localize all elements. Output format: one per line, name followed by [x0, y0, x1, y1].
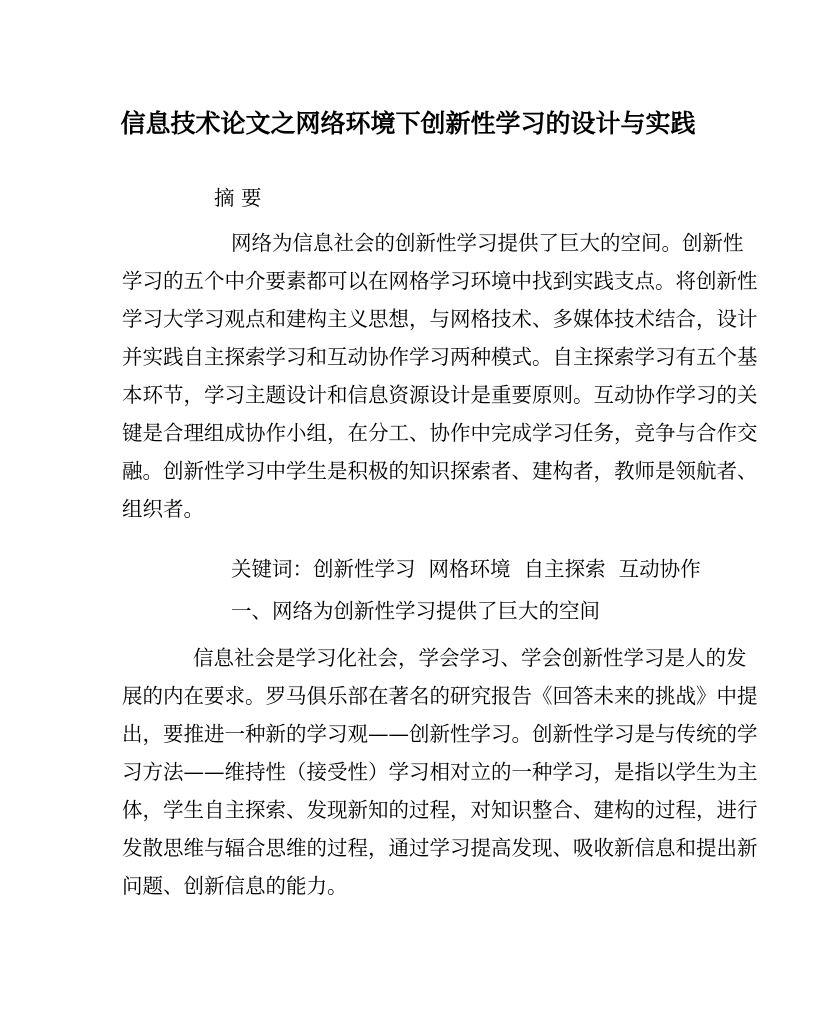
section-line: 问题、创新信息的能力。	[122, 874, 348, 898]
section-heading: 一、网络为创新性学习提供了巨大的空间	[231, 599, 600, 623]
document-title: 信息技术论文之网络环境下创新性学习的设计与实践	[120, 109, 696, 138]
abstract-line: 网络为信息社会的创新性学习提供了巨大的空间。创新性	[231, 231, 744, 255]
section-line: 体，学生自主探索、发现新知的过程，对知识整合、建构的过程，进行	[122, 798, 758, 822]
abstract-line: 并实践自主探索学习和互动协作学习两种模式。自主探索学习有五个基	[122, 345, 758, 369]
section-line: 展的内在要求。罗马俱乐部在著名的研究报告《回答未来的挑战》中提	[122, 684, 758, 708]
abstract-line: 组织者。	[122, 497, 204, 521]
section-line: 出，要推进一种新的学习观——创新性学习。创新性学习是与传统的学	[122, 722, 758, 746]
section-line: 习方法——维持性（接受性）学习相对立的一种学习，是指以学生为主	[122, 760, 758, 784]
abstract-line: 学习的五个中介要素都可以在网格学习环境中找到实践支点。将创新性	[122, 269, 758, 293]
abstract-heading: 摘 要	[214, 186, 262, 210]
keywords-line: 关键词：创新性学习 网格环境 自主探索 互动协作	[231, 557, 701, 581]
section-line: 信息社会是学习化社会，学会学习、学会创新性学习是人的发	[193, 646, 747, 670]
section-line: 发散思维与辐合思维的过程，通过学习提高发现、吸收新信息和提出新	[122, 836, 758, 860]
abstract-line: 学习大学习观点和建构主义思想，与网格技术、多媒体技术结合，设计	[122, 307, 758, 331]
abstract-line: 本环节，学习主题设计和信息资源设计是重要原则。互动协作学习的关	[122, 383, 758, 407]
abstract-line: 融。创新性学习中学生是积极的知识探索者、建构者，教师是领航者、	[122, 459, 758, 483]
abstract-line: 键是合理组成协作小组，在分工、协作中完成学习任务，竞争与合作交	[122, 421, 758, 445]
